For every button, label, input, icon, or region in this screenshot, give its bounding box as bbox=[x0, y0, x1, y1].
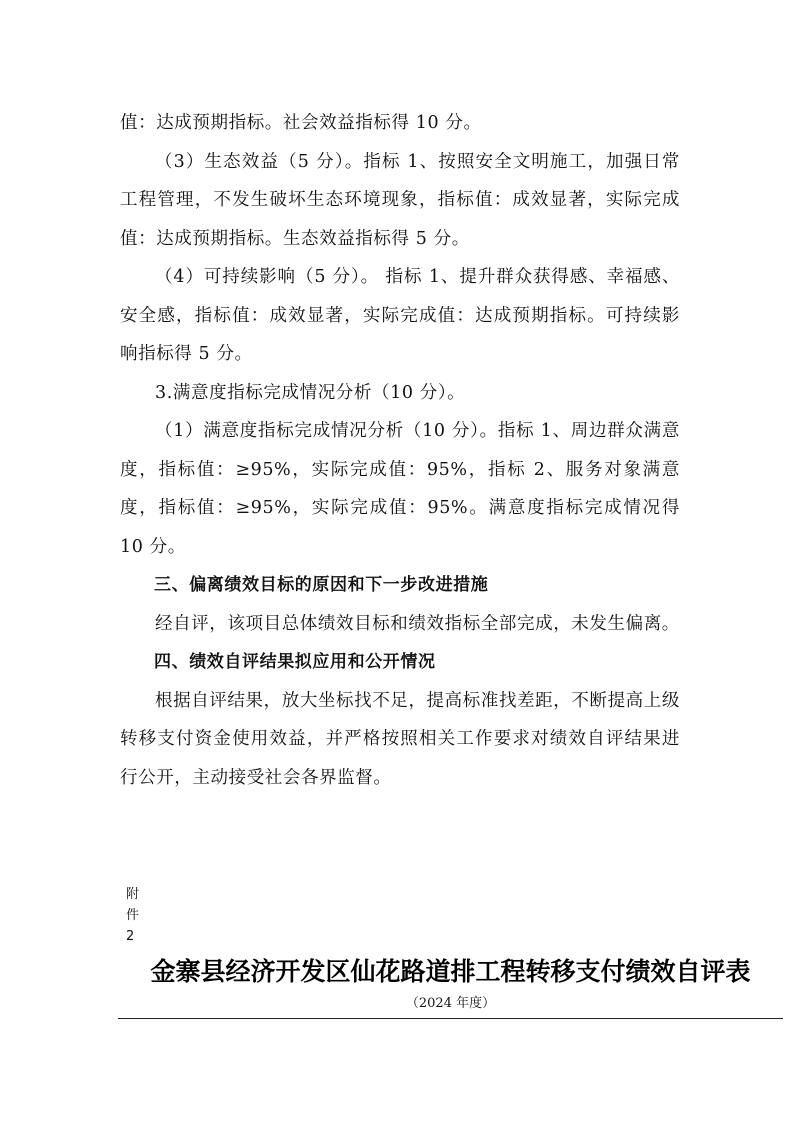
paragraph-sustainable-impact: （4）可持续影响（5 分）。 指标 1、提升群众获得感、幸福感、安全感，指标值：成效显著，实际完成值：达成预期指标。可持续影响指标得 5 分。 bbox=[120, 267, 680, 364]
paragraph-satisfaction-heading: 3.满意度指标完成情况分析（10 分）。 bbox=[155, 382, 466, 403]
attachment-char-2: 件 bbox=[126, 908, 140, 923]
table-title: 金寨县经济开发区仙花路道排工程转移支付绩效自评表 bbox=[150, 957, 751, 986]
paragraph-1: 值：达成预期指标。社会效益指标得 10 分。 bbox=[120, 113, 482, 133]
paragraph-application: 根据自评结果，放大坐标找不足，提高标准找差距，不断提高上级转移支付资金使用效益，并严格按照相关工作要求对绩效自评结果进行公开，主动接受社会各界监督。 bbox=[120, 690, 680, 788]
table-year: （2024 年度） bbox=[405, 996, 496, 1011]
attachment-char-1: 附 bbox=[126, 887, 140, 902]
body-text bbox=[120, 104, 680, 797]
section-heading-application: 四、绩效自评结果拟应用和公开情况 bbox=[154, 652, 436, 672]
attachment-number: 2 bbox=[126, 929, 135, 944]
title-rule bbox=[118, 1018, 783, 1019]
paragraph-ecological-benefit: （3）生态效益（5 分）。指标 1、按照安全文明施工，加强日常工程管理，不发生破坏生态环境现象，指标值：成效显著，实际完成值：达成预期指标。生态效益指标得 5 分。 bbox=[120, 151, 680, 249]
section-heading-deviation: 三、偏离绩效目标的原因和下一步改进措施 bbox=[154, 575, 489, 595]
paragraph-deviation: 经自评，该项目总体绩效目标和绩效指标全部完成，未发生偏离。 bbox=[155, 613, 680, 634]
attachment-label bbox=[126, 884, 146, 947]
paragraph-satisfaction-analysis: （1）满意度指标完成情况分析（10 分）。指标 1、周边群众满意度，指标值：≥95%，实际完成值：95%，指标 2、服务对象满意度，指标值：≥95%，实际完成值：95%。满意度指标完成情况得 10 分。 bbox=[120, 421, 680, 557]
